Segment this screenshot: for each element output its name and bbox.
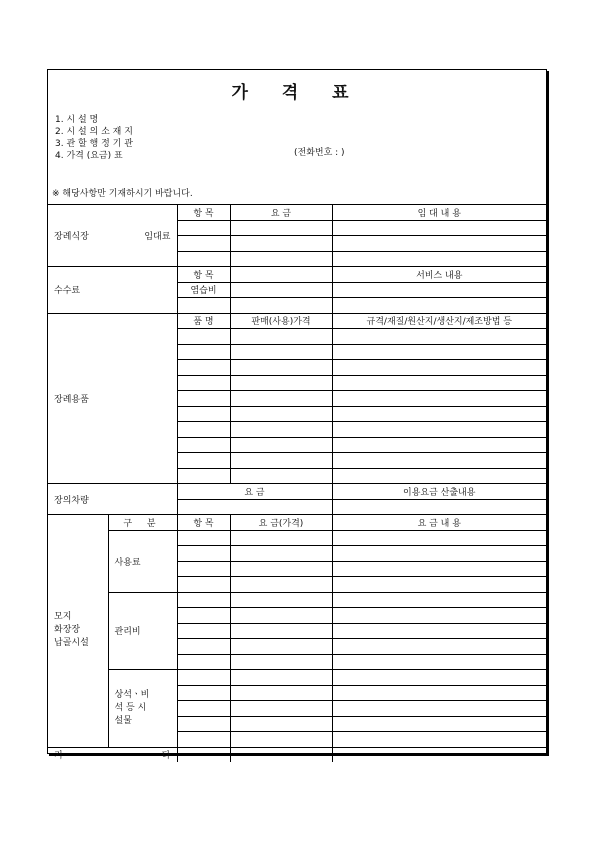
cell[interactable] [332,670,546,686]
cell[interactable] [177,344,230,360]
rental-header-item: 항 목 [177,205,230,221]
cell[interactable] [332,391,546,407]
cell[interactable] [230,670,332,686]
cell[interactable] [230,344,332,360]
cell[interactable] [230,437,332,453]
cell[interactable] [332,360,546,376]
other-label-cell [48,747,177,762]
table-row [48,267,546,283]
document-title: 가 격 표 [231,83,363,103]
cell[interactable] [332,406,546,422]
cell[interactable] [230,360,332,376]
info-price-table: 4. 가격 (요금) 표 [55,151,123,161]
table-row [48,670,546,686]
cell[interactable] [177,437,230,453]
rental-sublabel: 임대료 [144,232,171,242]
cell[interactable] [230,747,332,762]
cell[interactable] [332,747,546,762]
cell[interactable] [177,468,230,484]
info-authority: 3. 관 할 행 정 기 관 [55,139,133,149]
cell[interactable] [230,530,332,546]
cell[interactable] [332,282,546,298]
rental-header-fee: 요 금 [230,205,332,221]
cell[interactable] [177,670,230,686]
supplies-header-name: 품 명 [177,313,230,329]
fee-header-service: 서비스 내용 [332,267,546,283]
cell[interactable] [177,530,230,546]
cell[interactable] [230,592,332,608]
cell[interactable] [177,639,230,655]
cell[interactable] [332,546,546,562]
rental-label-cell [48,205,177,267]
cell[interactable] [177,716,230,732]
table-row [48,530,546,546]
rental-header-content: 임 대 내 용 [332,205,546,221]
cemetery-header-item: 항 목 [177,515,230,531]
cell[interactable] [230,453,332,469]
cell[interactable] [177,453,230,469]
cell[interactable] [230,375,332,391]
other-label-right: 타 [161,751,171,762]
price-sheet [47,69,547,762]
cell[interactable] [332,437,546,453]
cell[interactable] [332,344,546,360]
cell[interactable] [177,685,230,701]
cemetery-header-content: 요 금 내 용 [332,515,546,531]
group-facilities: 상석ㆍ비 석 등 시 설물 [108,670,177,748]
cell[interactable] [230,639,332,655]
cell[interactable] [230,561,332,577]
cell[interactable] [332,422,546,438]
table-row [48,515,546,531]
group-management-fee: 관리비 [108,592,177,670]
instruction-note: ※ 해당사항만 기재하시기 바랍니다. [52,189,193,199]
table-row [48,747,546,762]
cell[interactable] [177,422,230,438]
cell[interactable] [230,468,332,484]
cell[interactable] [332,685,546,701]
supplies-header-spec: 규격/재질/원산지/생산지/제조방법 등 [332,313,546,329]
cell[interactable] [332,499,546,515]
info-facility-name: 1. 시 설 명 [55,115,99,125]
cell[interactable] [177,360,230,376]
cemetery-header-category: 구 분 [108,515,177,531]
supplies-label: 장례용품 [48,313,177,484]
cell[interactable] [230,329,332,345]
cell[interactable] [332,468,546,484]
cell[interactable] [177,251,230,267]
cell[interactable] [230,701,332,717]
cell[interactable] [177,592,230,608]
cell[interactable] [230,608,332,624]
price-table [48,204,546,762]
cell[interactable] [332,453,546,469]
other-label-left: 기 [54,751,63,762]
cell[interactable] [177,546,230,562]
fee-header-item: 항 목 [177,267,230,283]
cell[interactable] [177,623,230,639]
cell[interactable] [177,236,230,252]
cell[interactable] [177,561,230,577]
cell[interactable] [332,623,546,639]
cell[interactable] [230,298,332,314]
cell[interactable] [332,298,546,314]
cell[interactable] [332,329,546,345]
cell[interactable] [177,298,230,314]
cell[interactable] [177,406,230,422]
cell[interactable] [177,608,230,624]
hearse-header-calc: 이용요금 산출내용 [332,484,546,500]
cell[interactable] [230,282,332,298]
cell[interactable] [230,422,332,438]
cell[interactable] [230,654,332,670]
supplies-header-price: 판매(사용)가격 [230,313,332,329]
cell[interactable] [230,220,332,236]
cell[interactable] [230,685,332,701]
cell[interactable] [332,375,546,391]
fee-label: 수수료 [48,267,177,314]
hearse-label: 장의차량 [48,484,177,515]
cell[interactable] [177,577,230,593]
cemetery-label: 모지 화장장 납골시설 [48,515,108,748]
cell[interactable] [230,577,332,593]
cell[interactable] [230,546,332,562]
table-row [48,313,546,329]
cell[interactable] [177,220,230,236]
cell[interactable] [332,654,546,670]
cell[interactable] [332,639,546,655]
rental-label: 장례식장 [54,232,89,242]
cell[interactable] [177,701,230,717]
cell[interactable] [230,623,332,639]
cell[interactable] [177,391,230,407]
group-usage-fee: 사용료 [108,530,177,592]
cell[interactable] [332,530,546,546]
cell[interactable] [332,732,546,748]
cell[interactable] [177,732,230,748]
cell[interactable] [230,732,332,748]
cell[interactable] [230,236,332,252]
cell[interactable] [332,701,546,717]
cell[interactable] [230,251,332,267]
cell[interactable] [177,329,230,345]
cell[interactable] [230,406,332,422]
info-facility-location: 2. 시 설 의 소 재 지 [55,127,133,137]
cell[interactable] [332,716,546,732]
cell[interactable] [230,391,332,407]
cell[interactable] [177,375,230,391]
cell[interactable] [332,577,546,593]
cell[interactable] [332,220,546,236]
table-row [48,484,546,500]
phone-number-field: (전화번호 : ) [294,148,345,158]
cell[interactable] [177,499,332,515]
table-row [48,205,546,221]
cemetery-header-fee: 요 금(가격) [230,515,332,531]
cell[interactable] [177,747,230,762]
cell[interactable] [332,592,546,608]
cell[interactable] [332,236,546,252]
fee-header-blank [230,267,332,283]
cell[interactable] [332,251,546,267]
cell[interactable] [332,561,546,577]
hearse-header-fee: 요 금 [177,484,332,500]
cell[interactable] [230,716,332,732]
cell[interactable] [177,654,230,670]
cell[interactable] [332,608,546,624]
table-row [48,592,546,608]
fee-row-yeomseup: 염습비 [177,282,230,298]
